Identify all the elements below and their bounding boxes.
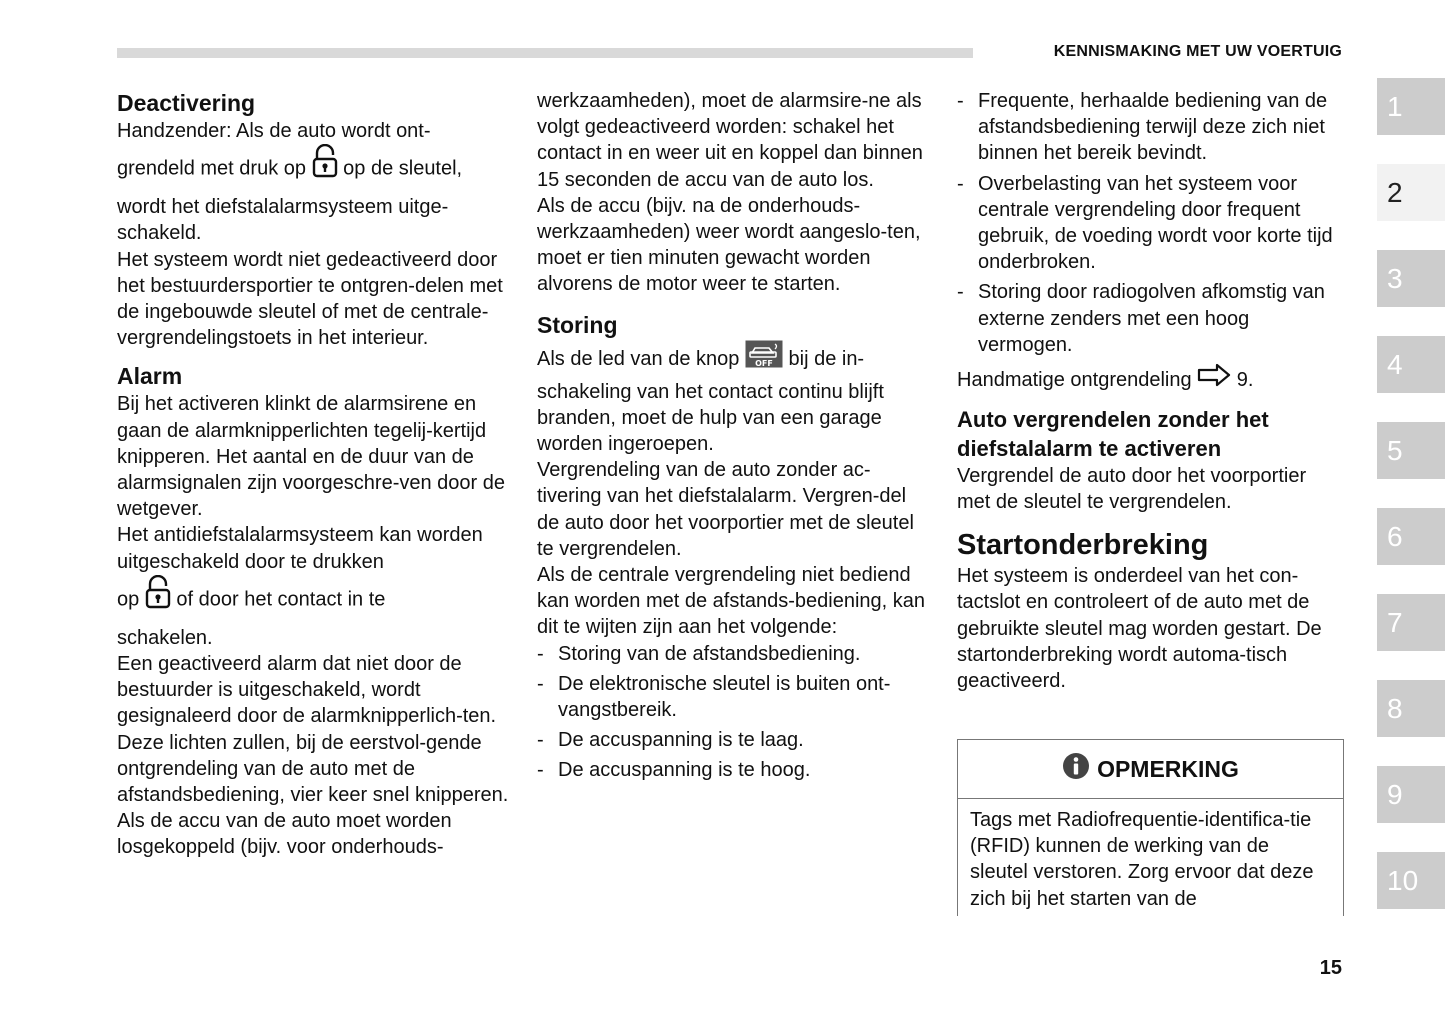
deactivering-heading: Deactivering xyxy=(117,90,256,116)
column-3 xyxy=(957,88,1345,694)
arrow-ref-icon xyxy=(1197,363,1231,399)
chapter-tab-9[interactable]: 9 xyxy=(1377,766,1445,823)
header-title: KENNISMAKING MET UW VOERTUIG xyxy=(1053,43,1342,60)
startonderbreking-heading: Startonderbreking xyxy=(957,529,1209,562)
text: of door het contact in te xyxy=(176,588,386,611)
note-box xyxy=(957,739,1344,916)
chapter-tab-10[interactable]: 10 xyxy=(1377,852,1445,909)
paragraph: Het systeem wordt niet gedeactiveerd door het bestuurdersportier te ontgren-delen met de ingebouwde sleutel of met de centrale-vergrendelingstoets in het interieur. xyxy=(117,248,503,350)
cause-list-continued xyxy=(957,88,1345,358)
svg-text:OFF: OFF xyxy=(755,358,773,368)
paragraph: Het systeem is onderdeel van het con-tactslot en controleert of de auto met de gebruikte sleutel mag worden gestart. De startonderbreking wordt automa-tisch geactiveerd. xyxy=(957,565,1322,692)
text: grendeld met druk op xyxy=(117,157,307,180)
chapter-tab-3[interactable]: 3 xyxy=(1377,250,1445,307)
column-2 xyxy=(537,88,932,788)
paragraph: werkzaamheden), moet de alarmsire-ne als volgt gedeactiveerd worden: schakel het contact in en weer uit en koppel dan binnen 15 seconden de accu van de auto los. xyxy=(537,90,923,191)
paragraph-with-icon xyxy=(117,575,512,625)
cause-list xyxy=(537,641,932,784)
chapter-tab-2[interactable]: 2 xyxy=(1377,164,1445,221)
paragraph: schakelen. xyxy=(117,626,213,649)
header-bar xyxy=(117,48,973,58)
paragraph: Bij het activeren klinkt de alarmsirene en gaan de alarmknipperlichten tegelij-kertijd knipperen. Het aantal en de duur van de alarmsignalen zijn voorgeschre-ven door de wetgever. xyxy=(117,393,505,521)
list-item: - De elektronische sleutel is buiten ont-vangstbereik. xyxy=(537,671,932,723)
paragraph: Als de accu (bijv. na de onderhouds-werkzaamheden) weer wordt aangeslo-ten, moet er tien minuten gewacht worden alvorens de motor weer te starten. xyxy=(537,194,921,296)
paragraph: Vergrendeling van de auto zonder ac-tivering van het diefstalalarm. Vergren-del de auto door het voorportier met de sleutel te vergrendelen. xyxy=(537,459,914,560)
paragraph-with-icon xyxy=(537,340,932,379)
text: Als de led van de knop xyxy=(537,347,740,370)
paragraph: schakeling van het contact continu blijft branden, moet de hulp van een garage worden ingeroepen. xyxy=(537,380,884,456)
paragraph: Vergrendel de auto door het voorportier met de sleutel te vergrendelen. xyxy=(957,464,1307,513)
paragraph: Als de accu van de auto moet worden losgekoppeld (bijv. voor onderhouds- xyxy=(117,810,452,859)
alarm-off-icon xyxy=(745,340,783,379)
note-title: OPMERKING xyxy=(1097,755,1239,782)
list-item: - De accuspanning is te hoog. xyxy=(537,757,932,783)
paragraph: wordt het diefstalalarmsysteem uitge-schakeld. xyxy=(117,196,449,245)
chapter-tab-4[interactable]: 4 xyxy=(1377,336,1445,393)
paragraph: Handzender: Als de auto wordt ont- xyxy=(117,120,431,142)
lock-without-alarm-heading: Auto vergrendelen zonder het diefstalalarm te activeren xyxy=(957,406,1269,461)
chapter-tab-5[interactable]: 5 xyxy=(1377,422,1445,479)
list-item: - Frequente, herhaalde bediening van de afstandsbediening terwijl deze zich niet binnen het bereik bevindt. xyxy=(957,88,1345,167)
alarm-heading: Alarm xyxy=(117,363,183,390)
paragraph: Als de centrale vergrendeling niet bediend kan worden met de afstands-bediening, kan dit te wijten zijn aan het volgende: xyxy=(537,564,926,639)
storing-heading: Storing xyxy=(537,311,618,338)
page-number: 15 xyxy=(1319,957,1342,979)
note-header xyxy=(958,740,1343,799)
chapter-tab-8[interactable]: 8 xyxy=(1377,680,1445,737)
list-item: - Overbelasting van het systeem voor centrale vergrendeling door frequent gebruik, de voeding wordt voor korte tijd onderbroken. xyxy=(957,171,1345,276)
text: op de sleutel, xyxy=(343,157,463,180)
paragraph: Een geactiveerd alarm dat niet door de bestuurder is uitgeschakeld, wordt gesignaleerd door de alarmknipperlich-ten. Deze lichten zullen, bij de eerstvol-gende ontgrendeling van de auto met de afstandsbediening, vier keer snel knipperen. xyxy=(117,653,509,807)
text: 9. xyxy=(1236,369,1254,392)
text: Handmatige ontgrendeling xyxy=(957,369,1192,392)
info-icon xyxy=(1062,752,1090,786)
note-body: Tags met Radiofrequentie-identifica-tie (RFID) kunnen de werking van de sleutel verstoren. Zorg ervoor dat deze zich bij het starten van de xyxy=(970,809,1314,910)
unlock-icon xyxy=(312,144,338,194)
column-1 xyxy=(117,88,512,861)
paragraph-with-icon xyxy=(117,144,512,194)
text: op xyxy=(117,588,140,611)
list-item: - Storing van de afstandsbediening. xyxy=(537,641,932,667)
paragraph: Het antidiefstalalarmsysteem kan worden uitgeschakeld door te drukken xyxy=(117,524,483,573)
chapter-tab-6[interactable]: 6 xyxy=(1377,508,1445,565)
list-item: - De accuspanning is te laag. xyxy=(537,727,932,753)
chapter-tab-7[interactable]: 7 xyxy=(1377,594,1445,651)
reference-line xyxy=(957,362,1345,399)
chapter-tab-1[interactable]: 1 xyxy=(1377,78,1445,135)
unlock-icon xyxy=(145,575,171,625)
list-item: - Storing door radiogolven afkomstig van externe zenders met een hoog vermogen. xyxy=(957,279,1345,358)
text: bij de in- xyxy=(788,347,865,370)
